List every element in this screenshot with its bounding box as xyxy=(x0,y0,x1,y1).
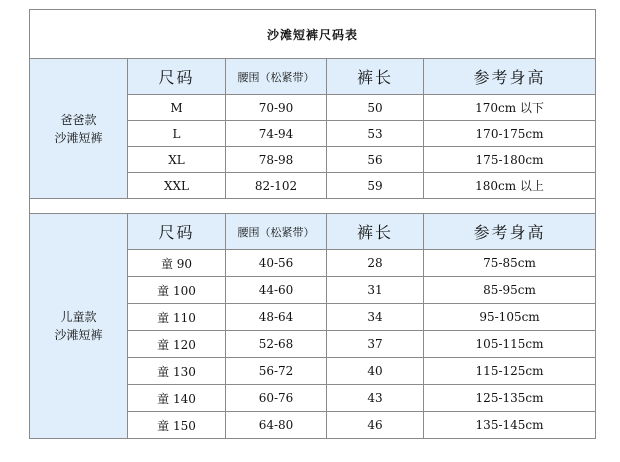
cell-length: 40 xyxy=(327,358,424,385)
group-label-line: 爸爸款 xyxy=(60,112,97,127)
separator-row xyxy=(30,199,596,214)
group-label-kids xyxy=(30,214,128,439)
cell-waist: 60-76 xyxy=(226,385,327,412)
cell-height: 175-180cm xyxy=(424,147,596,173)
cell-waist: 56-72 xyxy=(226,358,327,385)
group-label-line: 儿童款 xyxy=(60,310,97,324)
cell-height: 85-95cm xyxy=(424,277,596,304)
cell-waist: 48-64 xyxy=(226,304,327,331)
cell-size: 童 140 xyxy=(128,385,226,412)
cell-waist: 74-94 xyxy=(226,121,327,147)
cell-waist: 44-60 xyxy=(226,277,327,304)
cell-height: 135-145cm xyxy=(424,412,596,439)
header-waist: 腰围（松紧带） xyxy=(226,214,327,250)
header-size: 尺码 xyxy=(128,214,226,250)
cell-waist: 82-102 xyxy=(226,173,327,199)
cell-length: 56 xyxy=(327,147,424,173)
cell-size: 童 130 xyxy=(128,358,226,385)
cell-length: 59 xyxy=(327,173,424,199)
header-waist: 腰围（松紧带） xyxy=(226,59,327,95)
cell-length: 50 xyxy=(327,95,424,121)
header-length: 裤长 xyxy=(327,214,424,250)
cell-height: 170-175cm xyxy=(424,121,596,147)
group-label-dad xyxy=(30,59,128,199)
cell-waist: 78-98 xyxy=(226,147,327,173)
cell-height: 115-125cm xyxy=(424,358,596,385)
cell-height: 180cm 以上 xyxy=(424,173,596,199)
cell-length: 46 xyxy=(327,412,424,439)
cell-length: 31 xyxy=(327,277,424,304)
cell-size: 童 120 xyxy=(128,331,226,358)
cell-waist: 52-68 xyxy=(226,331,327,358)
header-height: 参考身高 xyxy=(424,214,596,250)
cell-length: 34 xyxy=(327,304,424,331)
separator-cell xyxy=(30,199,596,214)
cell-size: XL xyxy=(128,147,226,173)
header-height: 参考身高 xyxy=(424,59,596,95)
cell-size: M xyxy=(128,95,226,121)
cell-size: XXL xyxy=(128,173,226,199)
cell-length: 53 xyxy=(327,121,424,147)
cell-height: 125-135cm xyxy=(424,385,596,412)
cell-size: 童 150 xyxy=(128,412,226,439)
header-size: 尺码 xyxy=(128,59,226,95)
cell-height: 105-115cm xyxy=(424,331,596,358)
header-row xyxy=(30,214,596,250)
header-row xyxy=(30,59,596,95)
cell-length: 28 xyxy=(327,250,424,277)
cell-length: 43 xyxy=(327,385,424,412)
group-label-line: 沙滩短裤 xyxy=(54,130,103,145)
size-chart-table xyxy=(29,9,596,439)
cell-size: 童 100 xyxy=(128,277,226,304)
cell-size: 童 110 xyxy=(128,304,226,331)
cell-waist: 70-90 xyxy=(226,95,327,121)
cell-height: 75-85cm xyxy=(424,250,596,277)
cell-height: 170cm 以下 xyxy=(424,95,596,121)
group-label-line: 沙滩短裤 xyxy=(54,328,103,342)
cell-length: 37 xyxy=(327,331,424,358)
cell-waist: 40-56 xyxy=(226,250,327,277)
cell-size: L xyxy=(128,121,226,147)
cell-height: 95-105cm xyxy=(424,304,596,331)
cell-size: 童 90 xyxy=(128,250,226,277)
cell-waist: 64-80 xyxy=(226,412,327,439)
table-title: 沙滩短裤尺码表 xyxy=(30,10,596,59)
header-length: 裤长 xyxy=(327,59,424,95)
